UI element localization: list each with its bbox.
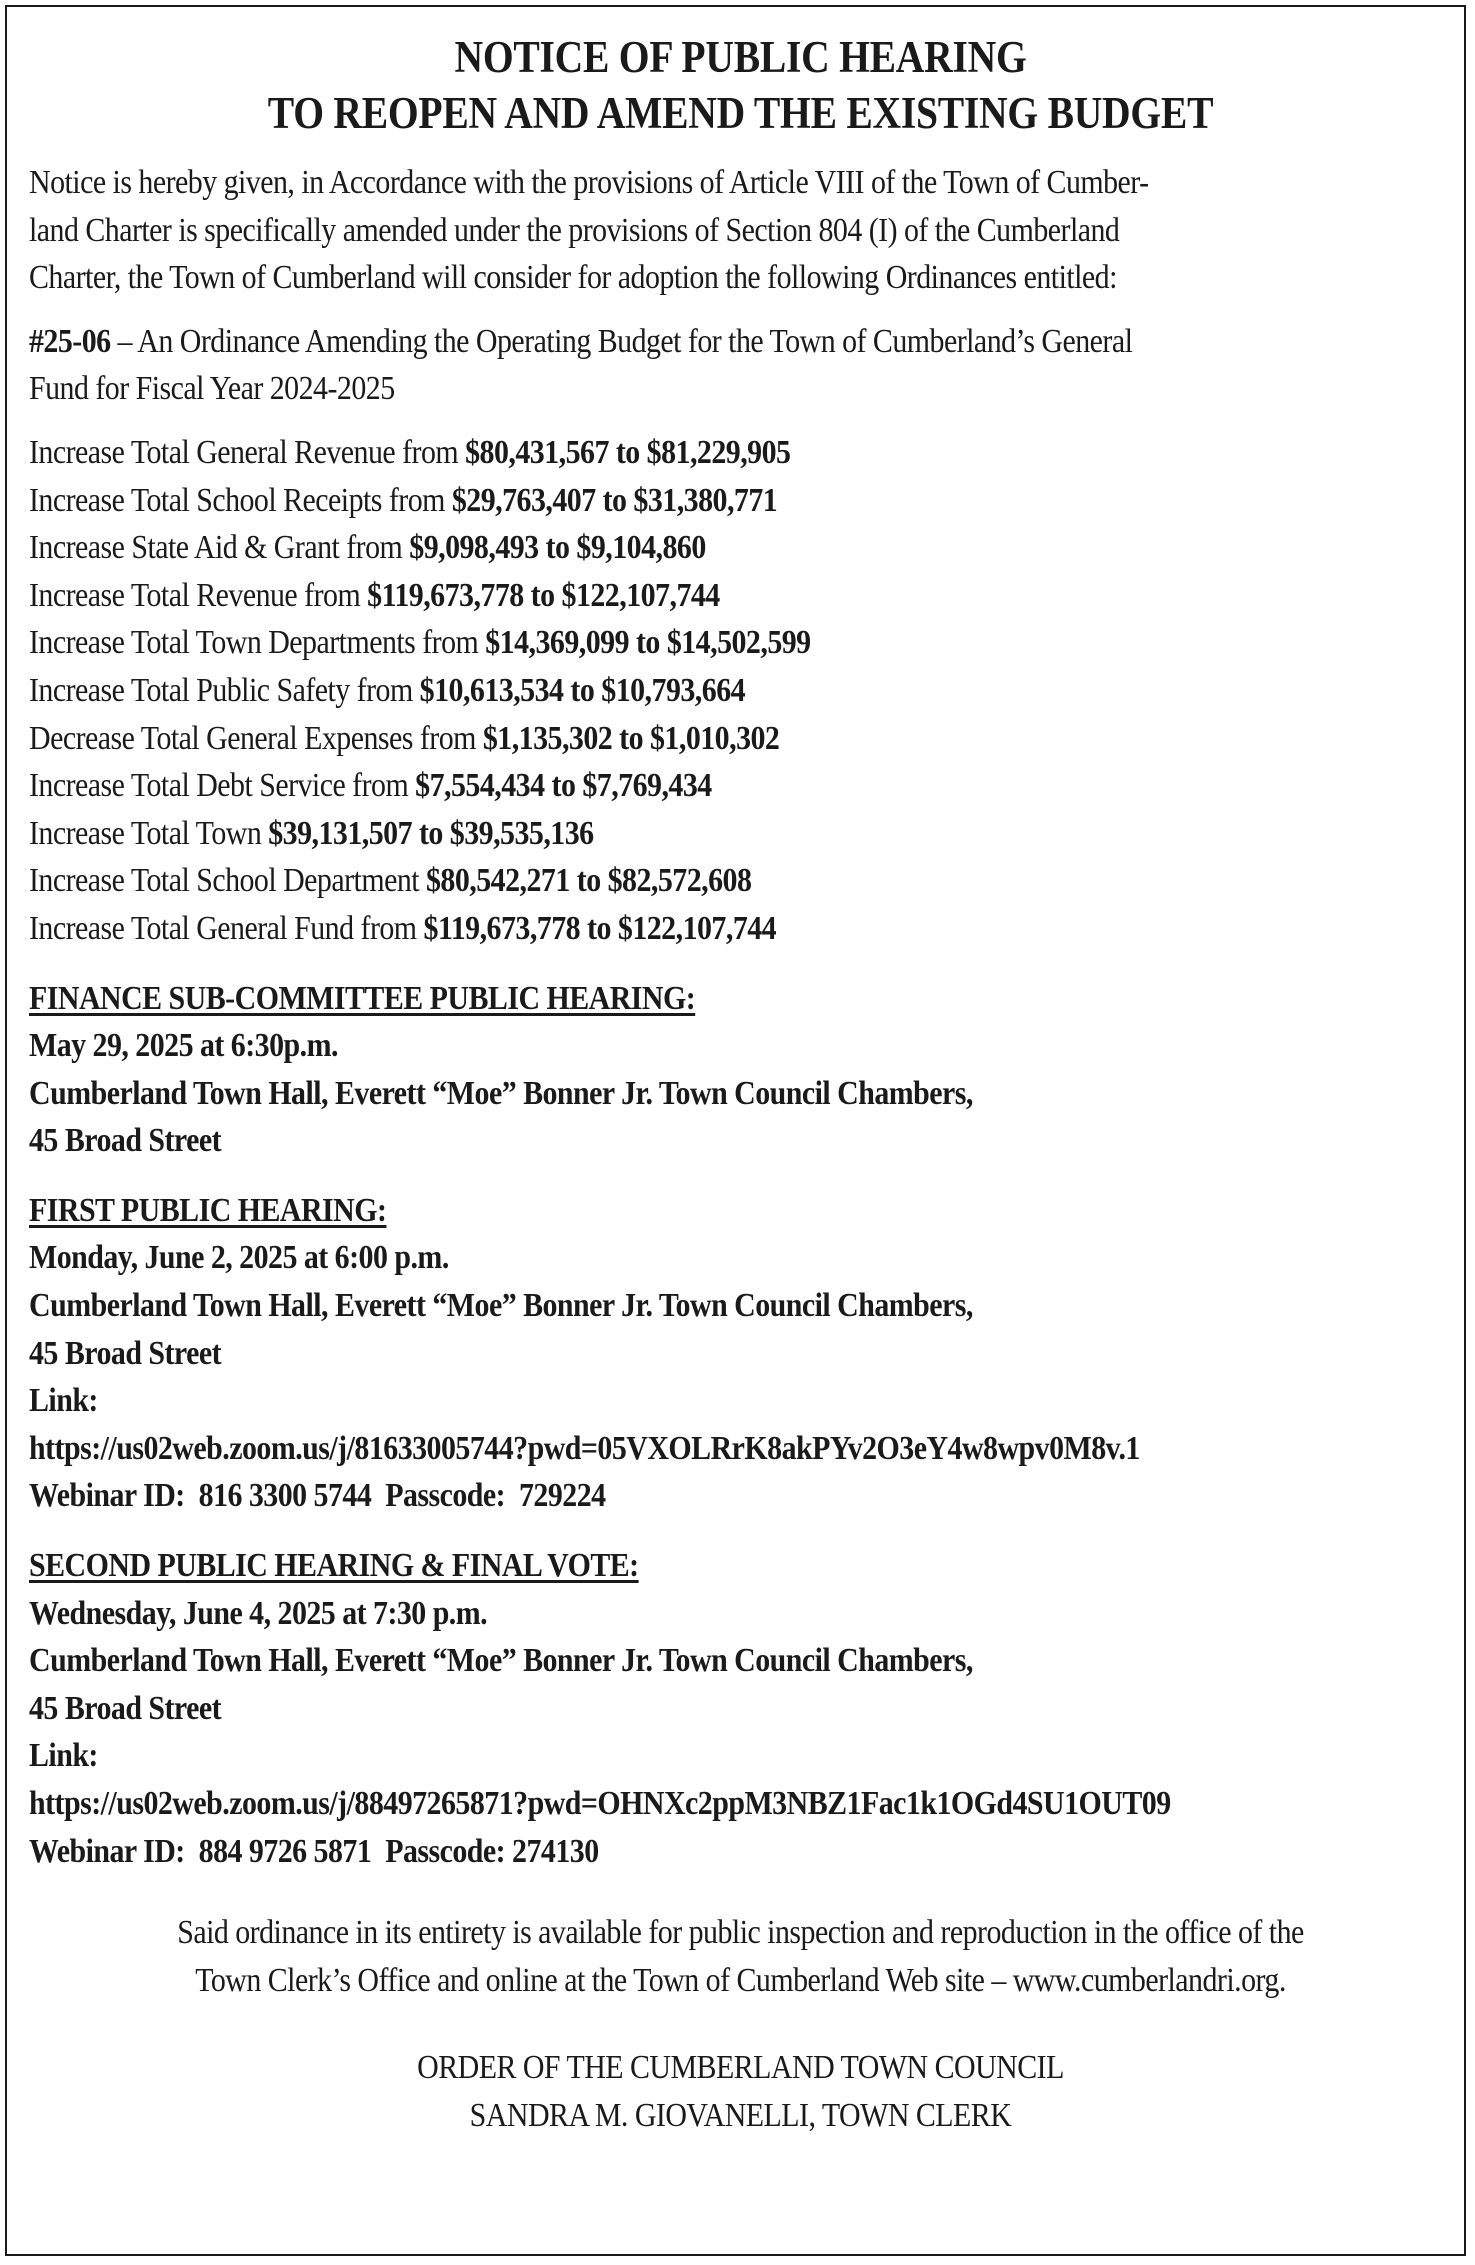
second-hearing-date: Wednesday, June 4, 2025 at 7:30 p.m. — [29, 1594, 488, 1632]
budget-item-to-word: to — [563, 671, 602, 709]
budget-item-label: Increase Total School Department — [29, 862, 427, 900]
budget-item-label: Increase Total Town Departments from — [29, 624, 486, 662]
budget-item — [29, 572, 1281, 620]
ordinance-text: Fund for Fiscal Year 2024-2025 — [29, 370, 395, 408]
budget-item-label: Increase Total School Receipts from — [29, 481, 452, 519]
budget-amendments-list — [29, 429, 1452, 953]
budget-item-label: Increase Total Revenue from — [29, 576, 368, 614]
budget-item-from-amount: $80,542,271 — [426, 862, 570, 900]
budget-item — [29, 715, 1281, 763]
budget-item-to-amount: $1,010,302 — [650, 719, 780, 757]
budget-item-to-word: to — [523, 576, 562, 614]
budget-item-label: Increase Total Debt Service from — [29, 767, 416, 805]
finance-hearing-address: 45 Broad Street — [29, 1122, 222, 1160]
intro-paragraph — [29, 159, 1452, 302]
budget-item-from-amount: $1,135,302 — [482, 719, 613, 757]
first-hearing-zoom-link[interactable]: https://us02web.zoom.us/j/81633005744?pwd=05VXOLRrK8akPYv2O3eY4w8wpv0M8v.1 — [29, 1429, 1140, 1467]
budget-item-to-amount: $122,107,744 — [617, 909, 777, 947]
budget-item-to-word: to — [544, 767, 583, 805]
first-hearing-link-label: Link: — [29, 1382, 98, 1420]
availability-line: Said ordinance in its entirety is available for public inspection and reproduction in the office of the — [177, 1914, 1304, 1952]
budget-item-to-amount: $9,104,860 — [576, 529, 706, 567]
budget-item — [29, 429, 1281, 477]
budget-item-to-word: to — [629, 624, 667, 662]
first-hearing-location: Cumberland Town Hall, Everett “Moe” Bonner Jr. Town Council Chambers, — [29, 1287, 973, 1325]
ordinance-number: #25-06 — [29, 322, 111, 360]
budget-item-to-amount: $7,769,434 — [582, 767, 712, 805]
first-hearing-address: 45 Broad Street — [29, 1334, 222, 1372]
notice-title-line1: NOTICE OF PUBLIC HEARING — [454, 32, 1027, 82]
second-hearing-location: Cumberland Town Hall, Everett “Moe” Bonner Jr. Town Council Chambers, — [29, 1642, 973, 1680]
intro-line: land Charter is specifically amended under the provisions of Section 804 (I) of the Cumberland — [29, 211, 1120, 249]
public-notice — [5, 5, 1466, 2256]
budget-item-to-amount: $31,380,771 — [633, 481, 778, 519]
budget-item-to-amount: $14,502,599 — [666, 624, 811, 662]
ordinance-text: – An Ordinance Amending the Operating Budget for the Town of Cumberland’s General — [110, 322, 1133, 360]
budget-item — [29, 857, 1281, 905]
intro-line: Notice is hereby given, in Accordance with the provisions of Article VIII of the Town of Cumber- — [29, 164, 1149, 201]
budget-item — [29, 905, 1281, 953]
ordinance-title — [29, 318, 1452, 413]
budget-item-to-word: to — [612, 719, 651, 757]
second-hearing-address: 45 Broad Street — [29, 1689, 222, 1727]
budget-item-from-amount: $80,431,567 — [465, 433, 609, 471]
budget-item-from-amount: $10,613,534 — [419, 671, 564, 709]
budget-item-to-amount: $81,229,905 — [646, 433, 791, 471]
budget-item-label: Increase State Aid & Grant from — [29, 529, 410, 567]
finance-hearing-section — [29, 975, 1452, 1165]
budget-item-to-amount: $10,793,664 — [601, 671, 746, 709]
budget-item-label: Increase Total General Revenue from — [29, 433, 466, 471]
budget-item-from-amount: $119,673,778 — [423, 909, 581, 947]
second-hearing-heading: SECOND PUBLIC HEARING & FINAL VOTE: — [29, 1547, 639, 1585]
budget-item-from-amount: $9,098,493 — [409, 529, 539, 567]
budget-item — [29, 524, 1281, 572]
budget-item-to-word: to — [569, 862, 608, 900]
budget-item-to-word: to — [412, 814, 450, 852]
budget-item — [29, 810, 1281, 858]
first-hearing-heading: FIRST PUBLIC HEARING: — [29, 1191, 387, 1229]
finance-hearing-location: Cumberland Town Hall, Everett “Moe” Bonner Jr. Town Council Chambers, — [29, 1074, 973, 1112]
budget-item — [29, 762, 1281, 810]
second-hearing-webinar-info: Webinar ID: 884 9726 5871 Passcode: 274130 — [29, 1832, 599, 1870]
first-hearing-section — [29, 1187, 1452, 1520]
budget-item-to-amount: $122,107,744 — [561, 576, 720, 614]
second-hearing-section — [29, 1542, 1452, 1875]
budget-item-to-word: to — [608, 433, 647, 471]
budget-item-from-amount: $29,763,407 — [451, 481, 596, 519]
budget-item-label: Increase Total General Fund from — [29, 909, 424, 947]
budget-item-to-word: to — [580, 909, 618, 947]
budget-item — [29, 667, 1281, 715]
finance-hearing-date: May 29, 2025 at 6:30p.m. — [29, 1027, 338, 1065]
budget-item-from-amount: $14,369,099 — [485, 624, 630, 662]
budget-item-label: Decrease Total General Expenses from — [29, 719, 483, 757]
budget-item-from-amount: $39,131,507 — [268, 814, 413, 852]
intro-line: Charter, the Town of Cumberland will consider for adoption the following Ordinances entitled: — [29, 259, 1117, 297]
availability-paragraph — [29, 1909, 1452, 2004]
budget-item — [29, 619, 1281, 667]
budget-item-to-word: to — [595, 481, 634, 519]
second-hearing-zoom-link[interactable]: https://us02web.zoom.us/j/88497265871?pwd=OHNXc2ppM3NBZ1Fac1k1OGd4SU1OUT09 — [29, 1785, 1171, 1822]
signature-clerk: SANDRA M. GIOVANELLI, TOWN CLERK — [469, 2096, 1012, 2134]
budget-item-from-amount: $119,673,778 — [367, 576, 524, 614]
budget-item-to-word: to — [538, 529, 577, 567]
first-hearing-webinar-info: Webinar ID: 816 3300 5744 Passcode: 729224 — [29, 1477, 606, 1515]
notice-title-line2: TO REOPEN AND AMEND THE EXISTING BUDGET — [267, 88, 1214, 138]
signature-council: ORDER OF THE CUMBERLAND TOWN COUNCIL — [417, 2049, 1064, 2087]
budget-item-from-amount: $7,554,434 — [415, 767, 545, 805]
notice-content — [29, 29, 1452, 2140]
first-hearing-date: Monday, June 2, 2025 at 6:00 p.m. — [29, 1239, 449, 1277]
second-hearing-link-label: Link: — [29, 1737, 98, 1775]
availability-line: Town Clerk’s Office and online at the Town of Cumberland Web site – www.cumberlandri.org. — [195, 1961, 1286, 1999]
budget-item-to-amount: $39,535,136 — [449, 814, 594, 852]
budget-item — [29, 477, 1281, 525]
budget-item-label: Increase Total Public Safety from — [29, 671, 420, 709]
budget-item-to-amount: $82,572,608 — [607, 862, 752, 900]
signature-block — [29, 2044, 1452, 2139]
finance-hearing-heading: FINANCE SUB-COMMITTEE PUBLIC HEARING: — [29, 979, 696, 1017]
budget-item-label: Increase Total Town — [29, 814, 269, 852]
